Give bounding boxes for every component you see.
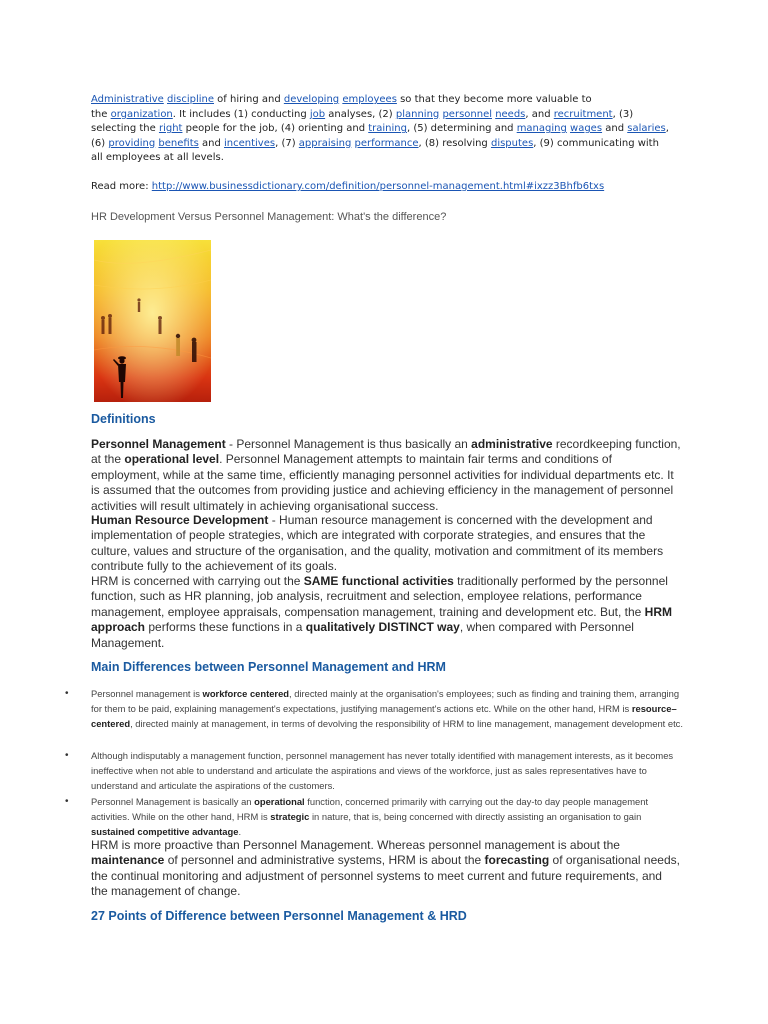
points-of-difference-heading: 27 Points of Difference between Personnel Management & HRD (91, 909, 467, 923)
bullet-span: , directed mainly at management, in terms of devolving the responsibility of HRM to line management, management development etc. (130, 718, 683, 730)
intro-text: so that they become more valuable to (396, 94, 592, 105)
link-organization[interactable]: organization (110, 108, 173, 120)
hr-vs-pm-title: HR Development Versus Personnel Management: What's the difference? (91, 211, 447, 223)
intro-text: , (9) communicating with (533, 137, 659, 149)
link-managing[interactable]: managing (516, 123, 567, 135)
intro-text: . It includes (1) conducting (172, 108, 310, 120)
bullet-span: function, concerned primarily with carrying out the day-to day people management activities. While on the other hand, HRM is (91, 796, 649, 823)
proactive-paragraph (91, 838, 681, 900)
bold-forecasting: forecasting (484, 853, 550, 868)
link-benefits[interactable]: benefits (158, 137, 199, 149)
intro-text: of hiring and (214, 94, 284, 105)
bullet-item (65, 794, 685, 840)
bullet-dot: • (65, 750, 69, 761)
link-incentives[interactable]: incentives (224, 137, 276, 149)
bullet-span: Personnel Management is basically an (91, 796, 255, 807)
intro-text: people for the job, (4) orienting and (182, 123, 369, 135)
bullet-dot: • (65, 688, 69, 699)
intro-text: , (7) (275, 137, 299, 149)
intro-paragraph (91, 93, 681, 166)
bold-operational: operational (254, 796, 305, 807)
definition-text: recordkeeping function, at the (91, 437, 681, 467)
bold-maintenance: maintenance (91, 853, 165, 868)
intro-text: and (602, 123, 628, 135)
link-job[interactable]: job (309, 108, 326, 120)
intro-text: , (665, 123, 669, 135)
bold-administrative: administrative (471, 437, 553, 451)
bold-qualitatively-distinct: qualitatively DISTINCT way (305, 620, 460, 635)
link-planning[interactable]: planning (395, 108, 440, 120)
bullet-item (65, 748, 685, 794)
link-wages[interactable]: wages (570, 123, 603, 135)
bold-same-functional-activities: SAME functional activities (303, 574, 454, 588)
definitions-heading: Definitions (91, 412, 156, 426)
intro-text: (6) (91, 137, 109, 149)
definition-hrd (91, 513, 681, 575)
link-training[interactable]: training (368, 123, 407, 135)
bullet-span: Personnel management is (91, 688, 203, 699)
bullet-text (91, 794, 685, 840)
link-recruitment[interactable]: recruitment (553, 108, 613, 120)
intro-text: , (3) (612, 108, 634, 120)
link-discipline[interactable]: discipline (166, 94, 214, 105)
bullet-span: , directed mainly at the organisation's employees; such as finding and training them, arranging for them to be paid, explaining management's expectations, justifying management's actions etc. While on the other hand, HRM is (91, 688, 680, 715)
intro-text: , and (525, 108, 554, 120)
definition-text: traditionally performed by the personnel function, such as HR planning, job analysis, recruitment and selection, employee relations, performance management, employee appraisals, compensation management, training and development etc. But, the (91, 574, 668, 619)
intro-text: , (5) determining and (406, 123, 517, 135)
read-more-label: Read more: (91, 181, 152, 192)
definition-personnel-management (91, 437, 681, 514)
term-hrd: Human Resource Development (91, 513, 269, 527)
bullet-text (91, 686, 685, 732)
paragraph-text: of personnel and administrative systems, HRM is about the (164, 853, 485, 868)
definition-text: - Personnel Management is thus basically an (225, 437, 472, 451)
intro-text: analyses, (2) (325, 108, 396, 120)
people-silhouette-image (94, 240, 211, 402)
term-personnel-management: Personnel Management (91, 437, 226, 451)
definition-text: . Personnel Management attempts to maintain fair terms and conditions of employment, while at the same time, efficiently managing personnel activities for individual departments etc. It is assumed that the outcomes from providing justice and achieving efficiency in the management of personnel activities will result ultimately in achieving organisational success. (91, 452, 674, 513)
definition-text: - Human resource management is concerned with the development and implementation of people strategies, which are integrated with corporate strategies, and ensures that the culture, values and structure of the organisation, and the quality, motivation and commitment of its members contribute fully to the achievement of its goals. (91, 513, 664, 574)
definition-text: HRM is concerned with carrying out the (91, 574, 304, 588)
link-salaries[interactable]: salaries (627, 123, 666, 135)
bullet-text: Although indisputably a management function, personnel management has never totally identified with management interests, as it becomes ineffective when not able to understand and articulate the aspirations and views of the workforce, just as sales representatives have to understand and articulate the aspirations of the customers. (91, 750, 674, 792)
intro-text: , (8) resolving (418, 137, 491, 149)
bold-resource-centered: resource–centered (91, 703, 677, 730)
main-differences-heading: Main Differences between Personnel Management and HRM (91, 660, 446, 674)
bullet-item (65, 686, 685, 732)
link-personnel[interactable]: personnel (442, 108, 492, 120)
link-disputes[interactable]: disputes (490, 137, 534, 149)
bold-workforce-centered: workforce centered (202, 688, 290, 699)
read-more-link[interactable]: http://www.businessdictionary.com/definition/personnel-management.html#ixzz3Bhfb6txs (151, 181, 605, 192)
read-more-line (91, 180, 691, 194)
link-providing[interactable]: providing (108, 137, 156, 149)
intro-text: all employees at all levels. (91, 152, 224, 164)
bullet-span: . (238, 826, 242, 838)
definition-text: , when compared with Personnel Management. (91, 620, 634, 650)
paragraph-text: of organisational needs, the continual monitoring and adjustment of personnel systems to meet current and future requirements, and the management of change. (91, 853, 680, 899)
link-administrative[interactable]: Administrative (91, 94, 164, 105)
paragraph-text: HRM is more proactive than Personnel Management. Whereas personnel management is about the (91, 838, 620, 852)
link-performance[interactable]: performance (354, 137, 419, 149)
link-employees[interactable]: employees (342, 94, 397, 105)
hrm-paragraph (91, 574, 681, 651)
bold-sustained-competitive-advantage: sustained competitive advantage (91, 826, 239, 838)
link-needs[interactable]: needs (495, 108, 526, 120)
bullet-dot: • (65, 796, 69, 807)
intro-text: the (91, 108, 111, 120)
link-developing[interactable]: developing (283, 94, 340, 105)
intro-text: and (198, 137, 224, 149)
intro-text: selecting the (91, 123, 159, 135)
link-appraising[interactable]: appraising (298, 137, 352, 149)
definition-text: performs these functions in a (145, 620, 306, 635)
silhouette-illustration (94, 240, 211, 402)
bold-operational-level: operational level (124, 452, 220, 467)
bullet-span: in nature, that is, being concerned with directly assisting an organisation to gain (309, 811, 642, 823)
link-right[interactable]: right (158, 123, 183, 135)
bold-strategic: strategic (270, 811, 310, 823)
bold-hrm-approach: HRM approach (91, 604, 672, 635)
